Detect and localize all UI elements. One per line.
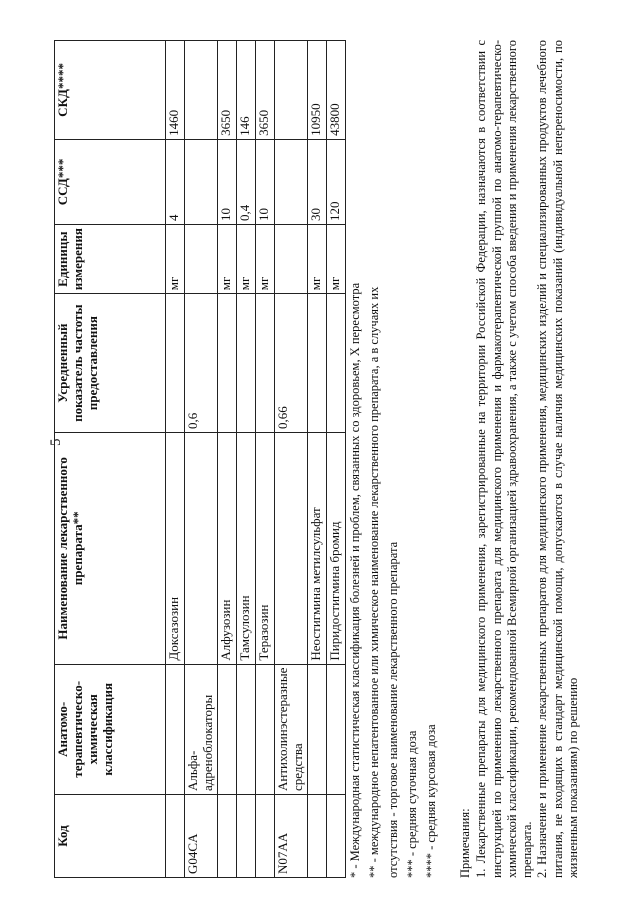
cell-frequency	[236, 294, 255, 433]
cell-ssd	[185, 139, 218, 224]
cell-drug: Пиридостигмина бромид	[326, 433, 345, 665]
table-row	[217, 41, 236, 878]
cell-frequency	[217, 294, 236, 433]
cell-unit: мг	[307, 225, 326, 294]
cell-unit: мг	[217, 225, 236, 294]
table-row	[307, 41, 326, 878]
table-row	[166, 41, 185, 878]
table-row	[236, 41, 255, 878]
header-ssd: ССД***	[55, 139, 166, 224]
cell-frequency	[307, 294, 326, 433]
cell-atx: Альфа-адреноблокаторы	[185, 664, 218, 794]
cell-skd: 3650	[217, 41, 236, 140]
cell-drug: Тамсулозин	[236, 433, 255, 665]
cell-code	[326, 795, 345, 878]
cell-drug: Теразозин	[255, 433, 274, 665]
cell-code: N07AA	[274, 795, 307, 878]
footnote-line: отсутствия - торговое наименование лекарственного препарата	[386, 541, 400, 878]
footnote-line: ** - международное непатентованное или химическое наименование лекарственного препарата, а в случаях их	[367, 286, 381, 878]
cell-skd: 146	[236, 41, 255, 140]
cell-frequency	[326, 294, 345, 433]
table-row	[185, 41, 218, 878]
cell-ssd: 10	[217, 139, 236, 224]
cell-skd: 1460	[166, 41, 185, 140]
cell-skd	[274, 41, 307, 140]
cell-frequency: 0,6	[185, 294, 218, 433]
header-code: Код	[55, 795, 166, 878]
cell-unit: мг	[236, 225, 255, 294]
note-item: 2. Назначение и применение лекарственных препаратов для медицинского применения, медицинских изделий и специализированных продуктов лечебного питания, не входящих в стандарт медицинской помощи, допускаются в случае наличия медицинских показаний (индивидуальной непереносимости, по жизненным показаниям) по решению	[535, 40, 581, 878]
cell-drug	[185, 433, 218, 665]
header-drug: Наименование лекарственного препарата**	[55, 433, 166, 665]
table-row	[255, 41, 274, 878]
cell-drug: Алфузозин	[217, 433, 236, 665]
footnote-line: *** - средняя суточная доза	[405, 730, 419, 878]
cell-atx	[255, 664, 274, 794]
cell-frequency	[166, 294, 185, 433]
cell-atx	[307, 664, 326, 794]
cell-frequency: 0,66	[274, 294, 307, 433]
header-atx: Анатомо-терапевтическо-химическая классификация	[55, 664, 166, 794]
cell-atx	[217, 664, 236, 794]
notes-section	[458, 40, 581, 878]
cell-atx	[236, 664, 255, 794]
cell-ssd: 0,4	[236, 139, 255, 224]
cell-skd: 43800	[326, 41, 345, 140]
table-row	[326, 41, 345, 878]
cell-atx	[166, 664, 185, 794]
notes-title: Примечания:	[458, 808, 472, 878]
cell-skd: 3650	[255, 41, 274, 140]
note-item: 1. Лекарственные препараты для медицинского применения, зарегистрированные на территории Российской Федерации, назначаются в соответствии с инструкцией по применению лекарственного препарата для медицинского применения и фармакотерапевтической группой по анатомо-терапевтическо-химической классификации, рекомендованной Всемирной организацией здравоохранения, а также с учетом способа введения и применения лекарственного препарата.	[474, 40, 535, 878]
header-frequency: Усредненный показатель частоты предоставления	[55, 294, 166, 433]
cell-atx	[326, 664, 345, 794]
cell-atx: Антихолинэстеразные средства	[274, 664, 307, 794]
cell-drug: Неостигмина метилсульфат	[307, 433, 326, 665]
cell-unit: мг	[255, 225, 274, 294]
cell-code	[307, 795, 326, 878]
header-unit: Единицы измерения	[55, 225, 166, 294]
cell-unit	[185, 225, 218, 294]
table-row	[274, 41, 307, 878]
cell-code	[166, 795, 185, 878]
footnote-line: * - Международная статистическая классификация болезней и проблем, связанных со здоровьем, X пересмотра	[348, 282, 362, 878]
cell-code	[255, 795, 274, 878]
rotated-page-content	[54, 40, 614, 878]
footnote-line: **** - средняя курсовая доза	[424, 724, 438, 878]
cell-frequency	[255, 294, 274, 433]
cell-code: G04CA	[185, 795, 218, 878]
table-header-row	[55, 41, 166, 878]
cell-drug: Доксазозин	[166, 433, 185, 665]
cell-skd: 10950	[307, 41, 326, 140]
cell-ssd: 4	[166, 139, 185, 224]
header-skd: СКД****	[55, 41, 166, 140]
cell-unit: мг	[166, 225, 185, 294]
cell-ssd	[274, 139, 307, 224]
cell-ssd: 120	[326, 139, 345, 224]
cell-drug	[274, 433, 307, 665]
cell-skd	[185, 41, 218, 140]
cell-code	[217, 795, 236, 878]
page-number: 5	[48, 438, 64, 446]
cell-unit	[274, 225, 307, 294]
drug-table	[54, 40, 346, 878]
footnotes	[346, 40, 441, 878]
cell-code	[236, 795, 255, 878]
cell-ssd: 10	[255, 139, 274, 224]
cell-unit: мг	[326, 225, 345, 294]
cell-ssd: 30	[307, 139, 326, 224]
